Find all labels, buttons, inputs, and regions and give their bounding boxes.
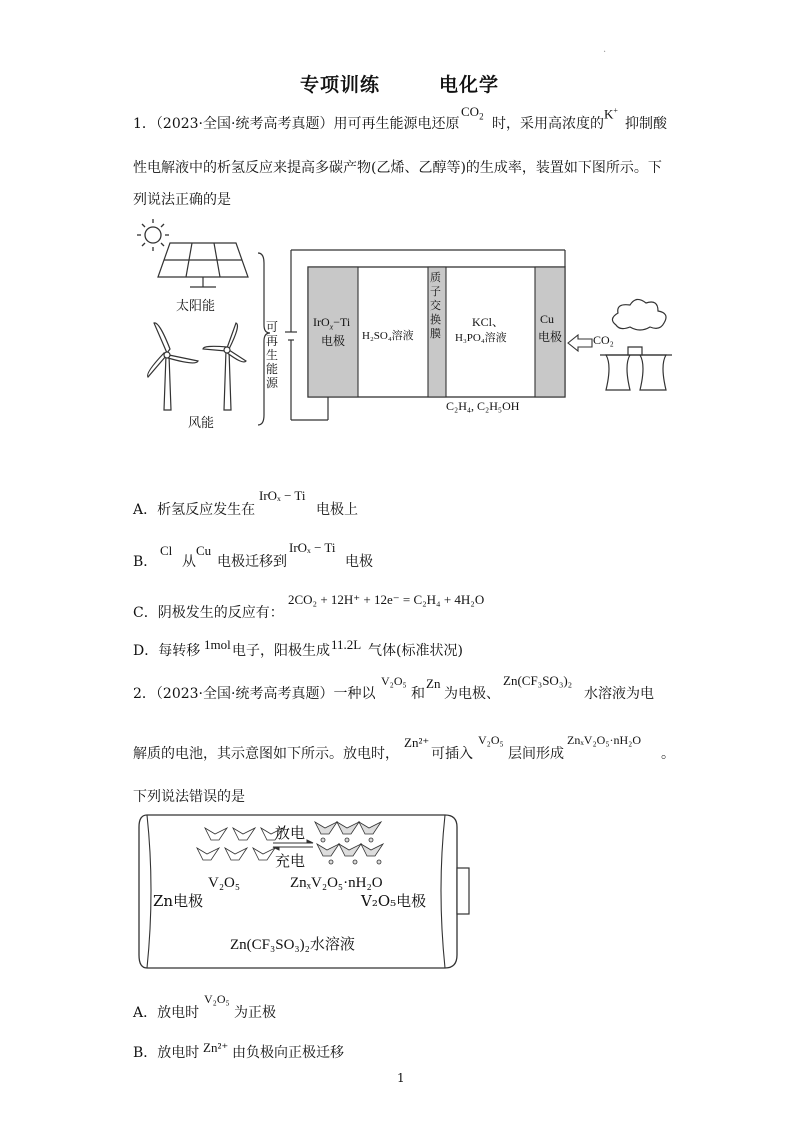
q1-option-b-mid: 电极迁移到 <box>217 554 287 570</box>
sun-icon <box>137 219 169 251</box>
q2-option-a: A．放电时 <box>133 1005 200 1021</box>
q1-figure <box>130 215 690 465</box>
solution-1-label: H₂SO₄溶液 <box>362 330 414 342</box>
znx-figure-label: ZnₓV₂O₅·nH₂O <box>290 875 383 891</box>
q1-option-b-cu: Cu <box>196 543 212 558</box>
q1-co2: $CO_2$ <box>461 104 484 122</box>
q2-option-b-math: Zn²⁺ <box>203 1040 229 1055</box>
q1-option-d: D．每转移 <box>133 643 201 659</box>
cathode-label: Cu <box>540 312 555 326</box>
charge-label: 充电 <box>275 852 306 870</box>
q1-option-a-math: IrOₓ − Ti <box>259 488 306 503</box>
q2-line-2d: 。 <box>661 746 675 762</box>
q2-zn-ion: Zn²⁺ <box>404 735 430 750</box>
q2-option-b: B．放电时 <box>133 1045 200 1061</box>
electrolyte-label: Zn(CF₃SO₃)₂水溶液 <box>230 937 355 953</box>
q1-option-b-cl: Cl <box>160 543 173 558</box>
anode-electrode-label: 电极 <box>321 334 346 348</box>
q2-option-a-math: V₂O₅ <box>204 992 230 1006</box>
title-right: 电化学 <box>439 74 500 96</box>
q1-text-1: 用可再生能源电还原 <box>333 116 460 132</box>
solution-2-label-a: KCl、 <box>472 315 505 329</box>
solar-panel-icon <box>158 243 248 287</box>
q1-option-b-from: 从 <box>182 554 196 570</box>
q1-source: （2023·全国·统考高考真题） <box>155 116 334 132</box>
q2-v2o5: V₂O₅ <box>381 674 407 688</box>
q2-electrode-text: 为电极、 <box>444 686 500 702</box>
q1-line-3: 列说法正确的是 <box>133 192 231 208</box>
q1-option-d-tail: 气体(标准状况) <box>368 643 463 659</box>
q1-option-a-tail: 电极上 <box>316 502 358 518</box>
zn-electrode-label: Zn电极 <box>153 892 204 910</box>
q2-zn: Zn <box>426 676 441 691</box>
q1-option-d-mol: 1mol <box>204 637 231 652</box>
q2-v2o5-2: V₂O₅ <box>478 733 504 747</box>
q1-option-d-volume: 11.2L <box>331 637 362 652</box>
solution-2-label-b: H₃PO₄溶液 <box>455 332 507 344</box>
q1-option-a: A．析氢反应发生在 <box>133 502 256 518</box>
q1-option-b-tail: 电极 <box>345 554 373 570</box>
cathode-electrode-label: 电极 <box>538 330 563 344</box>
renewable-label: 可 再 生 能 源 <box>266 320 279 390</box>
q1-option-c: C．阴极发生的反应有： <box>133 605 284 621</box>
v2o5-figure-label: V₂O₅ <box>208 875 241 891</box>
q1-first-line <box>133 114 459 134</box>
solar-label: 太阳能 <box>176 299 216 314</box>
q2-line-2a: 解质的电池，其示意图如下所示。放电时， <box>133 746 399 762</box>
q2-figure <box>135 810 480 975</box>
q1-number: 1． <box>133 116 156 132</box>
membrane-label: 质 子 交 换 膜 <box>430 271 441 340</box>
products-label: C₂H₄, C₂H₅OH <box>446 399 520 413</box>
q1-option-b-anode: IrOₓ − Ti <box>289 540 336 555</box>
q1-option-d-mid: 电子，阳极生成 <box>232 643 330 659</box>
title-left: 专项训练 <box>300 74 381 96</box>
arrow-icon <box>568 335 592 351</box>
q1-text-2: 时，采用高浓度的 <box>492 116 604 132</box>
q2-line-2c: 层间形成 <box>508 746 564 762</box>
q1-line-2: 性电解液中的析氢反应来提高多碳产物(乙烯、乙醇等)的生成率，装置如下图所示。下 <box>133 160 662 176</box>
q2-and: 和 <box>411 686 425 702</box>
q2-product: ZnₓV₂O₅·nH₂O <box>567 733 642 747</box>
battery-terminal <box>457 868 469 914</box>
q2-first-line: 2．（2023·全国·统考高考真题）一种以 <box>133 686 376 702</box>
q2-option-a-tail: 为正极 <box>234 1005 276 1021</box>
q1-text-3: 抑制酸 <box>625 116 667 132</box>
wind-label: 风能 <box>188 416 215 431</box>
q1-option-c-equation: 2CO₂ + 12H⁺ + 12e⁻ = C₂H₄ + 4H₂O <box>288 592 485 607</box>
wind-turbine-icon <box>148 323 246 410</box>
corner-dot: . <box>603 44 607 55</box>
q2-first-line-tail: 水溶液为电 <box>584 686 654 702</box>
q2-electrolyte-formula: Zn(CF₃SO₃)₂ <box>503 673 573 688</box>
q1-option-b-label: B． <box>133 554 158 570</box>
q2-option-b-tail: 由负极向正极迁移 <box>232 1045 344 1061</box>
anode-label: IrO$_x$−Ti <box>313 315 351 332</box>
q2-line-3: 下列说法错误的是 <box>133 789 245 805</box>
discharge-label: 放电 <box>275 824 306 842</box>
page-number: 1 <box>397 1071 405 1085</box>
v2o5-electrode-label: V₂O₅电极 <box>361 892 427 910</box>
q2-line-2b: 可插入 <box>431 746 473 762</box>
co2-input-label: CO₂ <box>593 333 614 347</box>
q1-k-ion: K+ <box>604 106 618 122</box>
